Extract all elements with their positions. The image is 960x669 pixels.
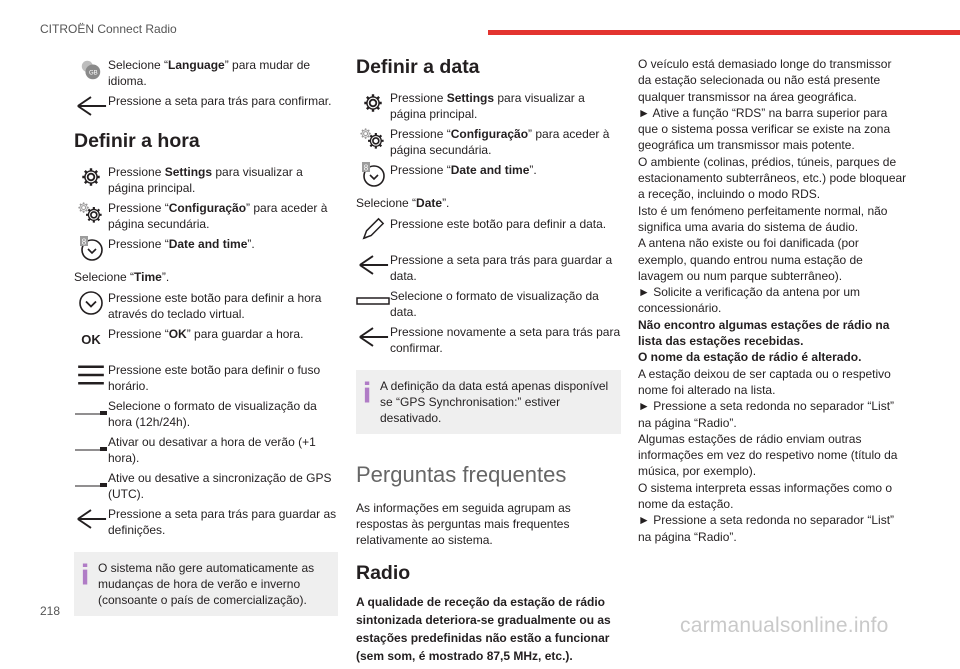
step-text: Pressione Settings para visualizar a página principal. [390,91,585,121]
step-settings [74,163,338,196]
toggle-icon [74,406,108,416]
answer-paragraph: A estação deixou de ser captada ou o respetivo nome foi alterado na lista. [638,366,891,397]
step-back-confirm [356,323,621,356]
answer-paragraph: O veículo está demasiado longe do transmissor da estação selecionada ou não está presente qualquer transmissor na área geográfica. [638,57,892,104]
section-title-date: Definir a data [356,56,480,78]
info-note [74,552,338,616]
select-time: Selecione “Time”. [74,270,170,284]
back-arrow-icon [357,326,389,348]
column-faq-answers [638,56,908,545]
step-text: Pressione este botão para definir o fuso horário. [108,363,321,393]
step-gps [74,469,338,502]
pencil-icon [361,217,385,241]
section-title-faq: Perguntas frequentes [356,462,567,487]
step-format [74,397,338,430]
info-icon [364,381,371,403]
step-text: Selecione o formato de visualização da data. [390,289,599,319]
step-back-save [74,505,338,538]
faq-intro: As informações em seguida agrupam as respostas às perguntas mais frequentes relativamente ao sistema. [356,501,571,547]
step-settings [356,89,621,122]
back-arrow-icon [357,254,389,276]
step-text: Pressione Settings para visualizar a página principal. [108,165,303,195]
header-accent-bar [488,30,960,35]
answer-paragraph: ► Ative a função “RDS” na barra superior para que o sistema possa verificar se existe na zona geográfica um transmissor mais potente. [638,105,891,153]
step-date-format [356,287,621,320]
language-icon [79,58,103,82]
page-number: 218 [40,604,61,618]
answer-paragraph: A antena não existe ou foi danificada (por exemplo, quando entrou numa estação de lavagem ou num parque subterrâneo). [638,236,863,283]
toggle-icon [74,442,108,452]
step-back-save [356,251,621,284]
date-time-icon [78,235,104,263]
step-text: Pressione “Date and time”. [108,237,255,251]
watermark: carmanualsonline.info [680,614,889,637]
back-arrow-icon [75,508,107,530]
step-edit-date [356,215,621,243]
column-date [356,56,621,669]
step-text: Ativar ou desativar a hora de verão (+1 hora). [108,435,316,465]
step-text: Pressione “OK” para guardar a hora. [108,327,304,341]
settings-gear-icon [362,92,384,114]
step-ok [74,325,338,353]
date-time-icon [360,161,386,189]
info-note [356,370,621,434]
step-language [74,56,338,89]
step-date-time [74,235,338,263]
faq-question: Não encontro algumas estações de rádio na lista das estações recebidas. [638,317,890,349]
toggle-icon [74,478,108,488]
step-date-time [356,161,621,189]
step-back-confirm [74,92,338,120]
chevron-circle-icon [78,290,104,316]
step-configuration [74,199,338,232]
back-arrow-icon [75,95,107,117]
answer-paragraph: ► Pressione a seta redonda no separador “List” na página “Radio”. [638,399,895,430]
answer-paragraph: O sistema interpreta essas informações como o nome da estação. [638,480,893,512]
configuration-gears-icon [77,201,105,225]
answer-paragraph: O ambiente (colinas, prédios, túneis, parques de estacionamento subterrâneos, etc.) pode bloquear a receção, incluindo o modo RDS. [638,154,907,202]
select-date: Selecione “Date”. [356,196,450,210]
faq-question: A qualidade de receção da estação de rádio sintonizada deteriora-se gradualmente ou as estações predefinidas não estão a funcionar (sem som, é mostrado 87,5 MHz, etc.). [356,595,611,663]
running-header: CITROËN Connect Radio [40,22,177,36]
step-text: Pressione este botão para definir a data. [390,217,607,231]
step-text: Pressione novamente a seta para trás para confirmar. [390,325,621,355]
step-dst [74,433,338,466]
ok-icon: OK [81,331,101,347]
step-text: Pressione este botão para definir a hora através do teclado virtual. [108,291,322,321]
step-text: Pressione “Configuração” para aceder à página secundária. [390,127,610,157]
answer-paragraph: Algumas estações de rádio enviam outras informações em vez do respetivo nome (título da música, por exemplo). [638,431,898,479]
configuration-gears-icon [359,127,387,151]
menu-icon [76,364,106,386]
column-time [74,56,338,616]
note-text: O sistema não gere automaticamente as mudanças de hora de verão e inverno (consoante o país de comercialização). [98,561,315,607]
answer-paragraph: ► Pressione a seta redonda no separador “List” na página “Radio”. [638,513,895,544]
step-text: Ative ou desative a sincronização de GPS (UTC). [108,471,332,501]
step-text: Selecione o formato de visualização da hora (12h/24h). [108,399,317,429]
note-text: A definição da data está apenas disponível se “GPS Synchronisation:” estiver desativado. [380,379,609,425]
section-title-time: Definir a hora [74,130,200,152]
answer-paragraph: Isto é um fenómeno perfeitamente normal, não significa uma avaria do sistema de áudio. [638,203,888,234]
step-timezone [74,361,338,394]
section-title-radio: Radio [356,562,411,584]
faq-question: O nome da estação de rádio é alterado. [638,350,862,365]
info-icon [82,563,89,585]
step-text: Pressione a seta para trás para guardar as definições. [108,507,337,537]
step-text: Pressione a seta para trás para confirmar. [108,94,332,108]
step-text: Pressione “Date and time”. [390,163,537,177]
step-configuration [356,125,621,158]
settings-gear-icon [80,166,102,188]
step-text: Selecione “Language” para mudar de idioma. [108,58,311,88]
step-text: Pressione a seta para trás para guardar a data. [390,253,613,283]
step-text: Pressione “Configuração” para aceder à página secundária. [108,201,328,231]
step-keyboard [74,289,338,322]
answer-paragraph: ► Solicite a verificação da antena por um concessionário. [638,285,860,316]
format-bar-icon [356,296,390,306]
